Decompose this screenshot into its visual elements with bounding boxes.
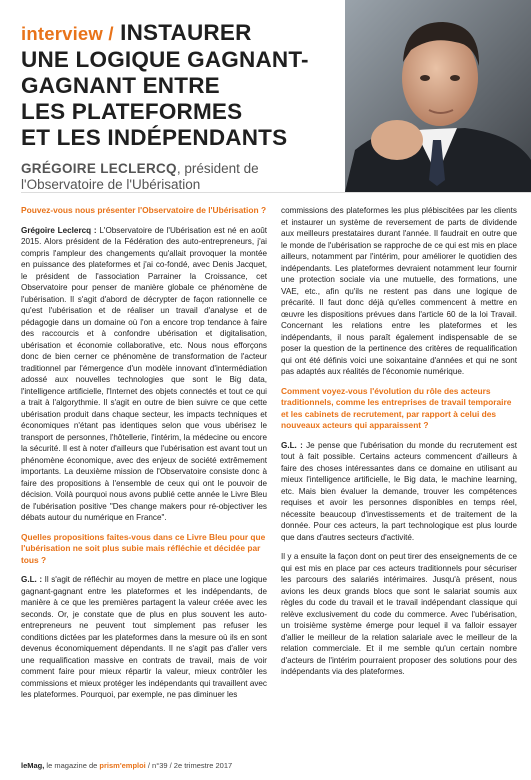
portrait-photo <box>345 0 531 192</box>
title-line: UNE LOGIQUE GAGNANT- <box>21 47 309 72</box>
article-header <box>21 20 341 193</box>
author-role: , président de l'Observatoire de l'Ubérisation <box>21 161 259 192</box>
answer-text: Il s'agit de réfléchir au moyen de mettre en place une logique gagnant-gagnant entre les plateformes et les indépendants, de manière à ce que les premières partagent la valeur créée avec les seconds. Or, je constate que de plus en plus souvent les auto-entrepreneurs ne peuvent tout simplement pas refuser les conditions dictées par les plateformes dans la mesure où ils en sont devenus économiquement dépendants. Il ne s'agit pas d'aller vers une requalification massive en contrats de travail, mais de voir comment faire pour mieux répartir la valeur, mieux contrôler les commissions et mieux protéger les indépendants qui travaillent avec les plateformes. Pourquoi, par exemple, ne pas diminuer les <box>21 575 267 699</box>
answer-3-paragraph-2: Il y a ensuite la façon dont on peut tirer des enseignements de ce qui est mis en place par ces acteurs traditionnels pour sécuriser les parcours des salariés intérimaires. Jusqu'à présent, nous avions les deux grands blocs que sont le salariat soumis aux règles du code du travail et le travail indépendant classique qui relève exclusivement du code du commerce. Avec l'ubérisation, un troisième système émerge pour lequel il va falloir essayer d'allier le meilleur de la relation salariale avec le meilleur de la relation commerciale. Et il me semble qu'un certain nombre d'acteurs de l'intérim pourraient proposer des solutions pour des indépendants via des plateformes. <box>281 552 517 676</box>
answer-2 <box>21 574 267 701</box>
portrait-illustration <box>345 0 531 192</box>
left-column <box>21 205 267 709</box>
footer-publisher: prism'emploi <box>99 761 146 770</box>
footer-brand: leMag, <box>21 761 45 770</box>
byline <box>21 161 341 193</box>
footer-issue: / n°39 / 2e trimestre 2017 <box>145 761 233 770</box>
question-2: Quelles propositions faites-vous dans ce Livre Bleu pour que l'ubérisation ne soit plus subie mais réfléchie et décidée par tous ? <box>21 531 266 565</box>
footer-text: le magazine de <box>44 761 100 770</box>
answer-text: Je pense que l'ubérisation du monde du recrutement est tout à fait possible. Certains acteurs commencent d'ailleurs à faire des choses intéressantes dans ce domaine en utilisant au mieux l'intelligence artificielle, le Big data, le machine learning, etc. Mais bien évaluer la demande, trouver les compétences requises et avoir les personnes disponibles en temps réel, nécessite beaucoup d'investissements et de traitement de la donnée. Pour ces acteurs, la part technologique est plus lourde que dans d'autres secteurs d'activité. <box>281 440 517 542</box>
author-name: GRÉGOIRE LECLERCQ <box>21 161 177 176</box>
header-divider <box>21 192 531 193</box>
title-line: LES PLATEFORMES <box>21 99 243 124</box>
speaker-label: Grégoire Leclercq : <box>21 225 97 235</box>
section-kicker: interview / <box>21 23 114 44</box>
answer-3 <box>281 440 517 544</box>
title-line: GAGNANT ENTRE <box>21 73 220 98</box>
page-footer <box>21 761 232 770</box>
question-1: Pouvez-vous nous présenter l'Observatoire de l'Ubérisation ? <box>21 205 267 215</box>
article-title <box>21 20 341 151</box>
title-line: ET LES INDÉPENDANTS <box>21 125 288 150</box>
right-column <box>281 205 517 686</box>
title-line: INSTAURER <box>120 20 252 45</box>
answer-2-continued: commissions des plateformes les plus plébiscitées par les clients et instaurer un système de reversement de parts de dividende aux meilleurs prestataires durant l'année. Il faudrait en outre que le monde de l'ubérisation se rapproche de ce qui est mis en place ailleurs, notamment par l'intérim, pour améliorer le quotidien des indépendants. Les plateformes devraient notamment leur fournir une protection sociale via une mutuelle, des formations, une VAE, etc., afin qu'ils ne restent pas dans une logique de précarité. Il faut donc déjà qu'elles commencent à mettre en œuvre les dispositions prévues dans l'article 60 de la loi Travail. Concernant les relations entre les plateformes et les indépendants, il nous paraît également indispensable de se poser la question de la pertinence des critères de requalification qui ont été définis voici une soixantaine d'années et qui ne sont pas adaptés aux réalités de l'économie numérique. <box>281 206 517 376</box>
answer-1 <box>21 225 267 524</box>
question-3: Comment voyez-vous l'évolution du rôle des acteurs traditionnels, comme les entreprises de travail temporaire et les cabinets de recrutement, par rapport à celui des nouveaux acteurs qui apparaissent ? <box>281 385 512 430</box>
speaker-label: G.L. : <box>21 575 43 584</box>
answer-text: L'Observatoire de l'Ubérisation est né en août 2015. Alors président de la Fédération des auto-entrepreneurs, j'ai compris l'ampleur des changements qu'allait provoquer la montée en puissance des plateformes et j'ai co-fondé, avec Denis Jacquet, le président de l'association Parrainer la Croissance, cet Observatoire pour penser de manière globale ce phénomène de l'ubérisation. Il s'agit d'abord de décrypter de façon rationnelle ce qu'est l'ubérisation et de réaliser un travail d'analyse et de pédagogie dans un domaine où l'on a encore trop tendance à faire des raccourcis et à confondre ubérisation et digitalisation, ubérisation et économie collaborative, etc. Nous nous efforçons donc de bien cerner ce phénomène de transformation de l'acteur traditionnel par l'émergence d'un modèle innovant d'intermédiation adossé aux nouvelles technologies que sont le Big data, l'intelligence artificielle, l'Internet des objets connectés et tout ce qui a trait à l'algorythmie. Il s'agit en outre de bien suivre ce que cette ubérisation produit dans chaque secteur, les impacts techniques et économiques n'étant pas identiques selon que vous ubérisez le transport de personnes, l'hôtellerie, l'intérim, la médecine ou encore la sécurité. Il est à noter d'ailleurs que l'ubérisation est avant tout un phénomène économique, avec des enjeux de société extrêmement importants. La deuxième mission de l'Observatoire consiste donc à faire des propositions à l'ensemble de ceux qui ont le pouvoir de décision. Voilà pourquoi nous avons publié cette année le Livre Bleu de l'ubérisation positive "Des change makers pour ré-objectiver les débats autour du numérique en France". <box>21 225 267 522</box>
speaker-label: G.L. : <box>281 440 303 450</box>
